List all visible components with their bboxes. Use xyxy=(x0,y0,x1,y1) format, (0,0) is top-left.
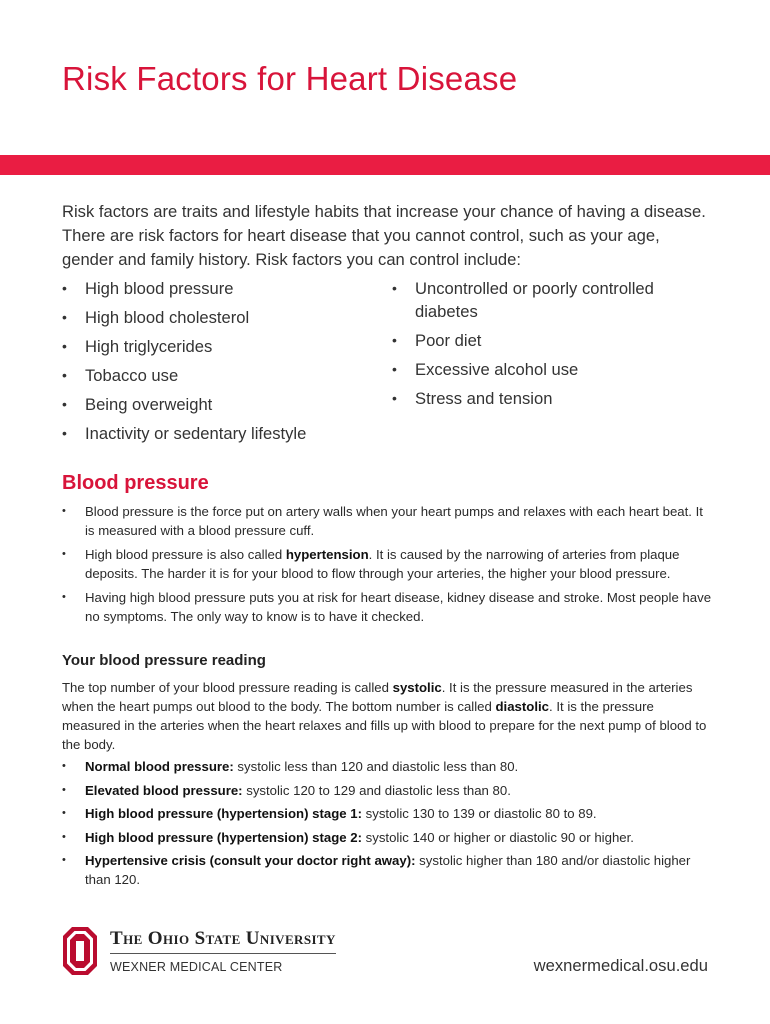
list-item xyxy=(62,851,712,889)
para-text: The top number of your blood pressure reading is called xyxy=(62,680,393,695)
category-label: High blood pressure (hypertension) stage 2: xyxy=(85,829,362,845)
blood-pressure-list xyxy=(62,502,712,631)
blood-pressure-heading: Blood pressure xyxy=(62,472,209,494)
intro-paragraph: Risk factors are traits and lifestyle habits that increase your chance of having a disease. There are risk factors for heart disease that you cannot control, such as your age, gender and family history. Risk factors you can control include: xyxy=(62,202,706,269)
logo-text xyxy=(110,928,336,974)
category-text: systolic higher than 180 and/or diastolic higher than 120. xyxy=(85,853,691,887)
list-item: • Blood pressure is the force put on artery walls when your heart pumps and relaxes with each heart beat. It is measured with a blood pressure cuff. xyxy=(62,502,712,540)
list-item xyxy=(62,545,712,583)
list-item: • Uncontrolled or poorly controlled diabetes xyxy=(392,277,712,323)
list-item: • High triglycerides xyxy=(62,335,392,358)
category-text: systolic 120 to 129 and diastolic less than 80. xyxy=(242,782,511,798)
page-title: Risk Factors for Heart Disease xyxy=(62,60,518,97)
risk-factors-list-left xyxy=(62,277,392,451)
list-item xyxy=(62,804,712,823)
reading-categories-list xyxy=(62,757,712,894)
list-item xyxy=(62,781,712,800)
reading-paragraph xyxy=(62,678,712,754)
category-text: systolic less than 120 and diastolic less than 80. xyxy=(233,759,519,774)
osu-logo xyxy=(62,926,336,976)
list-item: • Tobacco use xyxy=(62,364,392,387)
risk-factors-list-right xyxy=(392,277,712,451)
diastolic-term: diastolic xyxy=(495,699,549,714)
para-text: . It is the pressure measured in the arteries when the heart pumps out blood to the body. The bottom number is called xyxy=(62,680,693,714)
list-item: • Inactivity or sedentary lifestyle xyxy=(62,422,392,445)
list-item: • Having high blood pressure puts you at risk for heart disease, kidney disease and stroke. Most people have no symptoms. The only way to know is to have it checked. xyxy=(62,588,712,626)
list-item: • Poor diet xyxy=(392,329,712,352)
reading-heading: Your blood pressure reading xyxy=(62,652,266,669)
para-text: . It is the pressure measured in the arteries when the heart relaxes and fills up with blood to prepare for the next pump of blood to the body. xyxy=(62,699,707,752)
category-label: Elevated blood pressure: xyxy=(85,782,243,798)
list-item: • High blood pressure xyxy=(62,277,392,300)
category-text: systolic 140 or higher or diastolic 90 or higher. xyxy=(361,829,634,845)
item-text: . It is caused by the narrowing of arteries from plaque deposits. The harder it is for your blood to flow through your arteries, the higher your blood pressure. xyxy=(85,547,680,581)
list-item xyxy=(62,828,712,847)
category-label: High blood pressure (hypertension) stage 1: xyxy=(85,806,362,821)
list-item xyxy=(62,757,712,776)
header-accent-bar xyxy=(0,155,770,175)
list-item: • Stress and tension xyxy=(392,387,712,410)
list-item: • High blood cholesterol xyxy=(62,306,392,329)
block-o-logo-icon xyxy=(62,926,98,976)
category-label: Hypertensive crisis (consult your doctor right away): xyxy=(85,853,416,868)
list-item: • Excessive alcohol use xyxy=(392,358,712,381)
systolic-term: systolic xyxy=(392,680,442,695)
risk-factors-columns xyxy=(62,277,722,451)
list-item: • Being overweight xyxy=(62,393,392,416)
category-text: systolic 130 to 139 or diastolic 80 to 89. xyxy=(361,806,597,821)
hypertension-term: hypertension xyxy=(285,547,369,562)
website-link[interactable]: wexnermedical.osu.edu xyxy=(533,956,708,975)
category-label: Normal blood pressure: xyxy=(85,759,234,774)
medical-center-name: WEXNER MEDICAL CENTER xyxy=(110,960,283,974)
item-text: High blood pressure is also called xyxy=(85,547,286,562)
university-name: The Ohio State University xyxy=(110,928,336,954)
